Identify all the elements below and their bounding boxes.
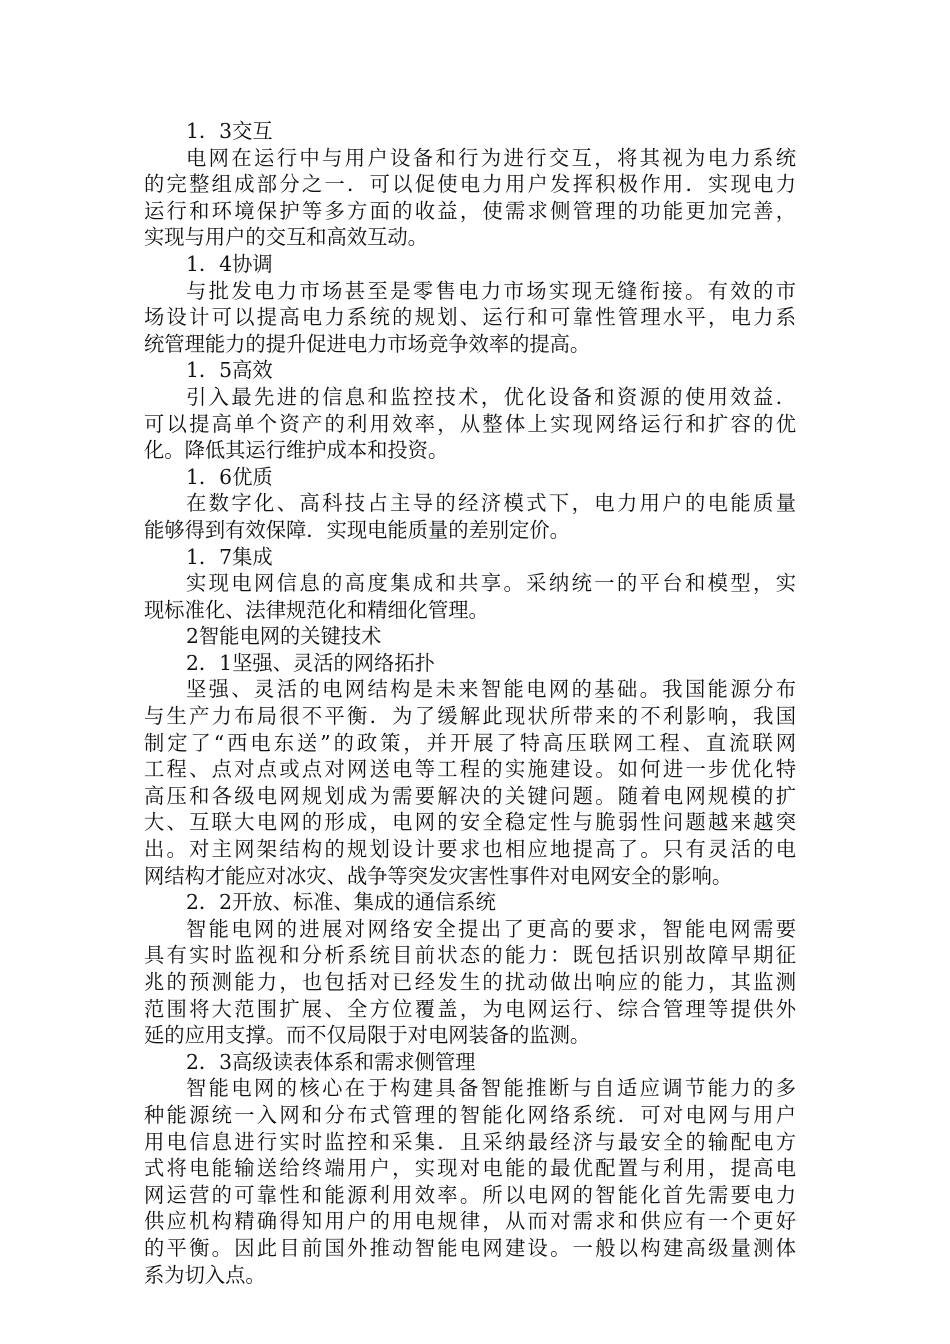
paragraph-line: 的平衡。因此目前国外推动智能电网建设。一般以构建高级量测体 — [144, 1235, 796, 1260]
section-heading: 1．3交互 — [186, 119, 273, 143]
section-heading: 2．1坚强、灵活的网络拓扑 — [186, 650, 435, 675]
paragraph-line: 的完整组成部分之一．可以促使电力用户发挥积极作用．实现电力 — [144, 172, 796, 197]
paragraph-line: 式将电能输送给终端用户，实现对电能的最优配置与利用，提高电 — [144, 1156, 796, 1181]
paragraph-line: 网运营的可靠性和能源利用效率。所以电网的智能化首先需要电力 — [144, 1182, 796, 1207]
section-heading: 1．7集成 — [186, 544, 273, 569]
paragraph-line: 工程、点对点或点对网送电等工程的实施建设。如何进一步优化特 — [144, 757, 796, 782]
paragraph-line: 大、互联大电网的形成，电网的安全稳定性与脆弱性问题越来越突 — [144, 810, 796, 835]
paragraph-line: 供应机构精确得知用户的用电规律，从而对需求和供应有一个更好 — [144, 1209, 796, 1234]
paragraph-line: 高压和各级电网规划成为需要解决的关键问题。随着电网规模的扩 — [144, 783, 796, 808]
paragraph-line: 种能源统一入网和分布式管理的智能化网络系统．可对电网与用户 — [144, 1102, 796, 1127]
paragraph-line: 系为切入点。 — [144, 1262, 266, 1287]
paragraph-line: 运行和环境保护等多方面的收益，使需求侧管理的功能更加完善， — [144, 198, 796, 223]
paragraph-line: 与生产力布局很不平衡．为了缓解此现状所带来的不利影响，我国 — [144, 704, 796, 729]
paragraph-line: 坚强、灵活的电网结构是未来智能电网的基础。我国能源分布 — [186, 677, 796, 702]
paragraph-line: 现标准化、法律规范化和精细化管理。 — [144, 597, 489, 622]
section-heading: 2．2开放、标准、集成的通信系统 — [186, 890, 496, 915]
paragraph-line: 电网在运行中与用户设备和行为进行交互，将其视为电力系统 — [186, 145, 796, 170]
paragraph-line: 在数字化、高科技占主导的经济模式下，电力用户的电能质量 — [186, 491, 796, 516]
paragraph-line: 化。降低其运行维护成本和投资。 — [144, 438, 449, 463]
paragraph-line: 引入最先进的信息和监控技术，优化设备和资源的使用效益． — [186, 384, 796, 409]
paragraph-line: 延的应用支撑。而不仅局限于对电网装备的监测。 — [144, 1023, 591, 1048]
paragraph-line: 场设计可以提高电力系统的规划、运行和可靠性管理水平，电力系 — [144, 305, 796, 330]
paragraph-line: 统管理能力的提升促进电力市场竞争效率的提高。 — [144, 331, 591, 356]
paragraph-line: 网结构才能应对冰灾、战争等突发灾害性事件对电网安全的影响。 — [144, 863, 733, 888]
paragraph-line: 能够得到有效保障．实现电能质量的差别定价。 — [144, 517, 570, 542]
paragraph-line: 兆的预测能力，也包括对已经发生的扰动做出响应的能力，其监测 — [144, 970, 796, 994]
paragraph-line: 制定了“西电东送”的政策，并开展了特高压联网工程、直流联网 — [144, 730, 796, 755]
paragraph-line: 实现与用户的交互和高效互动。 — [144, 225, 428, 250]
paragraph-line: 智能电网的进展对网络安全提出了更高的要求，智能电网需要 — [186, 916, 796, 941]
section-heading: 1．4协调 — [186, 251, 273, 276]
paragraph-line: 与批发电力市场甚至是零售电力市场实现无缝衔接。有效的市 — [186, 278, 796, 303]
paragraph-line: 智能电网的核心在于构建具备智能推断与自适应调节能力的多 — [186, 1076, 796, 1101]
section-heading: 2．3高级读表体系和需求侧管理 — [186, 1049, 476, 1074]
paragraph-line: 实现电网信息的高度集成和共享。采纳统一的平台和模型，实 — [186, 571, 796, 596]
section-heading: 2智能电网的关键技术 — [186, 624, 382, 649]
paragraph-line: 具有实时监视和分析系统目前状态的能力：既包括识别故障早期征 — [144, 943, 796, 968]
section-heading: 1．5高效 — [186, 358, 273, 383]
paragraph-line: 用电信息进行实时监控和采集．且采纳最经济与最安全的输配电方 — [144, 1129, 796, 1154]
paragraph-line: 出。对主网架结构的规划设计要求也相应地提高了。只有灵活的电 — [144, 837, 796, 862]
document-body — [144, 118, 796, 1288]
section-heading: 1．6优质 — [186, 464, 273, 489]
paragraph-line: 可以提高单个资产的利用效率，从整体上实现网络运行和扩容的优 — [144, 411, 796, 436]
paragraph-line: 范围将大范围扩展、全方位覆盖，为电网运行、综合管理等提供外 — [144, 996, 796, 1021]
